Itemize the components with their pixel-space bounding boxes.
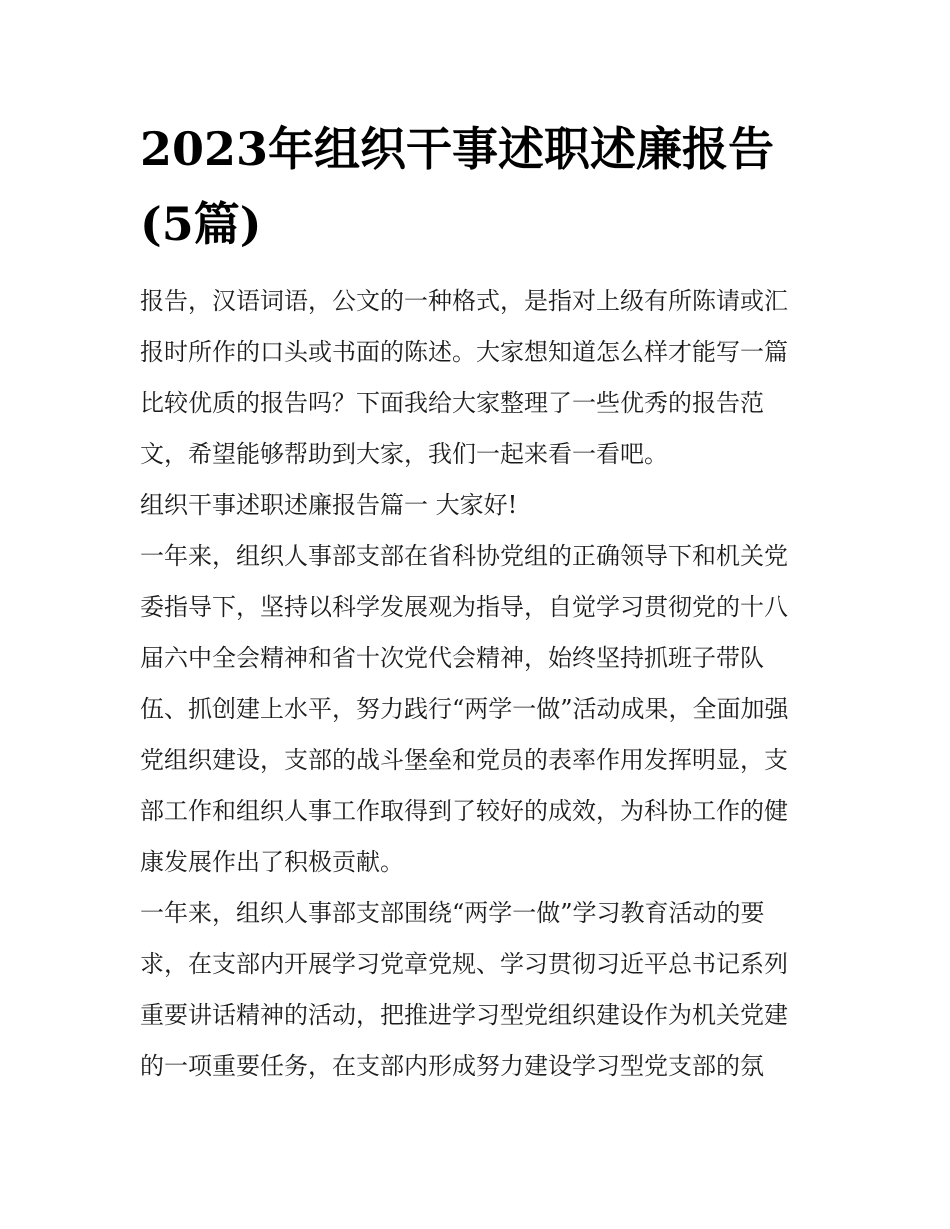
body-line: 比较优质的报告吗？下面我给大家整理了一些优秀的报告范 — [140, 389, 764, 417]
title-line: 2023年组织干事述职述廉报告 — [140, 122, 775, 176]
body-line: 一年来，组织人事部支部围绕“两学一做”学习教育活动的要 — [140, 899, 765, 927]
body-line: 委指导下，坚持以科学发展观为指导，自觉学习贯彻党的十八 — [140, 593, 788, 621]
body-line: 伍、抓创建上水平，努力践行“两学一做”活动成果，全面加强 — [140, 695, 789, 723]
body-line: 文，希望能够帮助到大家，我们一起来看一看吧。 — [140, 440, 668, 468]
body-line: 报时所作的口头或书面的陈述。大家想知道怎么样才能写一篇 — [140, 338, 788, 366]
body-line: 一年来，组织人事部支部在省科协党组的正确领导下和机关党 — [140, 542, 788, 570]
body-line: 部工作和组织人事工作取得到了较好的成效，为科协工作的健 — [140, 797, 788, 825]
body-line: 求，在支部内开展学习党章党规、学习贯彻习近平总书记系列 — [140, 950, 788, 978]
body-line: 报告，汉语词语，公文的一种格式，是指对上级有所陈请或汇 — [140, 287, 788, 315]
document-title — [140, 112, 820, 262]
body-line: 的一项重要任务，在支部内形成努力建设学习型党支部的氛 — [140, 1052, 764, 1080]
section-heading-line: 组织干事述职述廉报告篇一 大家好! — [140, 491, 518, 519]
body-line: 党组织建设，支部的战斗堡垒和党员的表率作用发挥明显，支 — [140, 746, 788, 774]
body-line: 康发展作出了积极贡献。 — [140, 848, 404, 876]
title-line: (5篇) — [140, 197, 262, 251]
document-body — [140, 276, 820, 1092]
body-line: 届六中全会精神和省十次党代会精神，始终坚持抓班子带队 — [140, 644, 764, 672]
body-line: 重要讲话精神的活动，把推进学习型党组织建设作为机关党建 — [140, 1001, 788, 1029]
